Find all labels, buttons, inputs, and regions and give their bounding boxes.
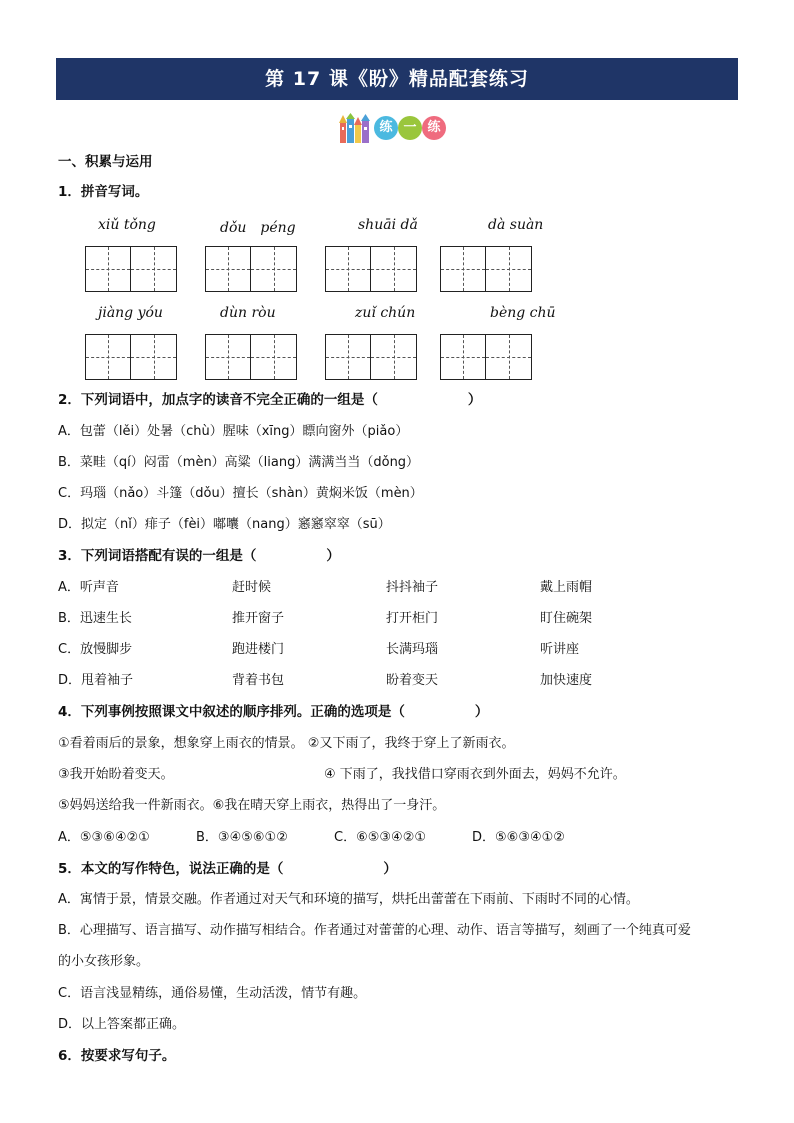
q5-option-d[interactable]: D．以上答案都正确。	[58, 1017, 186, 1032]
q5-option-b[interactable]: B．心理描写、语言描写、动作描写相结合。作者通过对蕾蕾的心理、动作、语言等描写，刻画了一个纯真可爱	[58, 923, 691, 938]
q3-cell: 背着书包	[232, 673, 285, 688]
q4-events-line: ①看着雨后的景象，想象穿上雨衣的情景。 ②又下雨了，我终于穿上了新雨衣。	[58, 736, 515, 751]
q5-prompt	[58, 857, 397, 877]
q4-prompt	[58, 700, 488, 720]
pinyin-label: dùn ròu	[220, 305, 276, 321]
pinyin-label: shuāi dǎ	[358, 217, 418, 233]
q2-option-a[interactable]: A．包蕾（lěi）处暑（chù）腥味（xīng）瞟向窗外（piǎo）	[58, 424, 409, 439]
q3-cell: 赶时候	[232, 580, 272, 595]
q4-choice-c[interactable]: C．⑥⑤③④②①	[334, 830, 427, 845]
q4-event-3: ③我开始盼着变天。	[58, 767, 174, 782]
q6-prompt: 6．按要求写句子。	[58, 1048, 176, 1064]
q3-cell: 推开窗子	[232, 611, 285, 626]
section-heading: 一、积累与运用	[58, 154, 153, 170]
q2-option-b[interactable]: B．菜畦（qí）闷雷（mèn）高粱（liang）满满当当（dǒng）	[58, 455, 420, 470]
q3-cell: 跑进楼门	[232, 642, 285, 657]
q3-paren-close: ）	[326, 548, 340, 564]
q3-cell: 长满玛瑙	[386, 642, 439, 657]
q2-option-c[interactable]: C．玛瑙（nǎo）斗篷（dǒu）擅长（shàn）黄焖米饭（mèn）	[58, 486, 423, 501]
q5-option-b-cont: 的小女孩形象。	[58, 954, 150, 969]
q2-prompt	[58, 388, 481, 408]
q4-choice-b[interactable]: B．③④⑤⑥①②	[196, 830, 288, 845]
q5-option-a[interactable]: A．寓情于景，情景交融。作者通过对天气和环境的描写，烘托出蕾蕾在下雨前、下雨时不同的心情。	[58, 892, 639, 907]
q1-prompt: 1．拼音写词。	[58, 184, 149, 200]
q4-choice-d[interactable]: D．⑤⑥③④①②	[472, 830, 565, 845]
badge-char-1: 练	[374, 116, 398, 140]
practice-badge	[338, 113, 448, 143]
q3-cell: 盯住碗架	[540, 611, 593, 626]
q3-cell: 抖抖袖子	[386, 580, 439, 595]
pinyin-label: jiàng yóu	[98, 305, 163, 321]
writing-grid[interactable]	[205, 246, 297, 292]
writing-grid[interactable]	[325, 246, 417, 292]
q4-choice-a[interactable]: A．⑤③⑥④②①	[58, 830, 150, 845]
q4-paren-close: ）	[474, 704, 489, 720]
writing-grid[interactable]	[85, 246, 177, 292]
q5-prompt-text: 5．本文的写作特色，说法正确的是（	[58, 861, 284, 877]
pinyin-label: zuǐ chún	[355, 305, 416, 321]
pinyin-label: bèng chū	[490, 305, 556, 321]
q3-option-a[interactable]: A．听声音	[58, 580, 119, 595]
q3-prompt	[58, 544, 340, 564]
q2-prompt-text: 2．下列词语中，加点字的读音不完全正确的一组是（	[58, 392, 378, 408]
q4-events-line: ⑤妈妈送给我一件新雨衣。⑥我在晴天穿上雨衣，热得出了一身汗。	[58, 798, 446, 813]
pinyin-label: dǒu péng	[220, 220, 296, 236]
badge-char-3: 练	[422, 116, 446, 140]
writing-grid[interactable]	[85, 334, 177, 380]
q3-cell: 盼着变天	[386, 673, 439, 688]
q3-option-c[interactable]: C．放慢脚步	[58, 642, 133, 657]
q4-event-4: ④ 下雨了，我找借口穿雨衣到外面去，妈妈不允许。	[324, 767, 626, 782]
writing-grid[interactable]	[440, 246, 532, 292]
pinyin-label: xiǔ tǒng	[98, 217, 156, 233]
writing-grid[interactable]	[205, 334, 297, 380]
houses-icon	[338, 113, 374, 143]
q3-option-b[interactable]: B．迅速生长	[58, 611, 132, 626]
q5-option-c[interactable]: C．语言浅显精练，通俗易懂，生动活泼，情节有趣。	[58, 986, 367, 1001]
q3-option-d[interactable]: D．甩着袖子	[58, 673, 134, 688]
q5-paren-close: ）	[383, 861, 397, 877]
q4-prompt-text: 4．下列事例按照课文中叙述的顺序排列。正确的选项是（	[58, 704, 405, 720]
pinyin-label: dà suàn	[488, 217, 544, 233]
writing-grid[interactable]	[440, 334, 532, 380]
badge-char-2: 一	[398, 116, 422, 140]
page-title: 第 17 课《盼》精品配套练习	[56, 58, 738, 100]
q3-cell: 听讲座	[540, 642, 580, 657]
q3-prompt-text: 3．下列词语搭配有误的一组是（	[58, 548, 257, 564]
q3-cell: 戴上雨帽	[540, 580, 593, 595]
q2-option-d[interactable]: D．拟定（nǐ）痱子（fèi）嘟囔（nang）窸窸窣窣（sū）	[58, 517, 391, 532]
q3-cell: 打开柜门	[386, 611, 439, 626]
q3-cell: 加快速度	[540, 673, 593, 688]
q2-paren-close: ）	[467, 392, 482, 408]
writing-grid[interactable]	[325, 334, 417, 380]
